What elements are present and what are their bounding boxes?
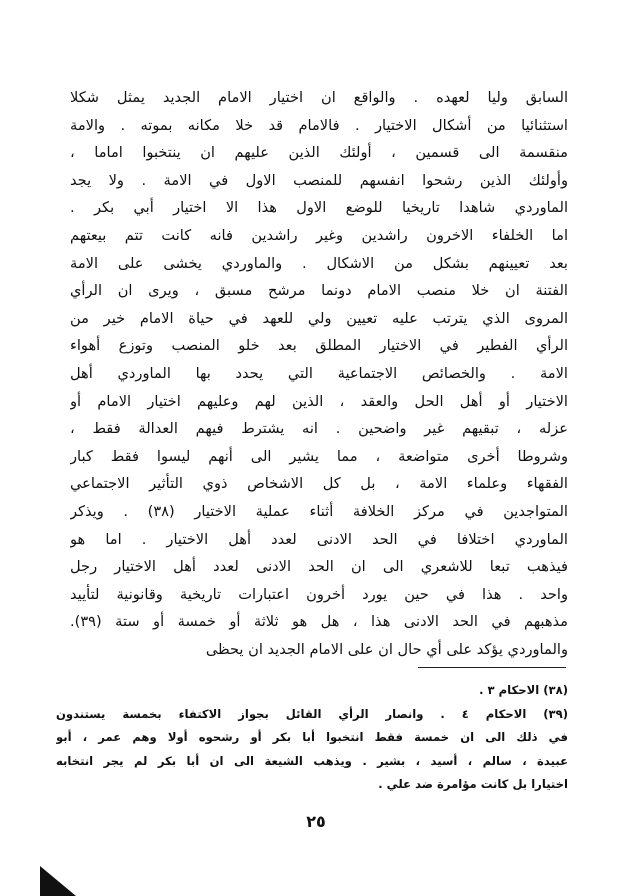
body-line: مذهبهم في الحد الادنى هذا ، هل هو ثلاثة أو خمسة أو ستة (٣٩). (70, 613, 568, 631)
footnote-line: عبيدة ، سالم ، أسيد ، بشير . ويذهب الشيعة الى ان أبا بكر لم يجر انتخابه (56, 753, 568, 768)
body-line: الرأي الفطير في الاختيار المطلق بعد خلو المنصب وتوزع أهواء (70, 337, 568, 355)
body-line: الفتنة ان خلا منصب الامام دونما مرشح مسبق ، ويرى ان الرأي (70, 282, 568, 300)
body-line: وأولئك الذين رشحوا انفسهم للمنصب الاول في الامة . ولا يجد (70, 171, 568, 189)
body-line: وشروطا أخرى متواضعة ، مما يشير الى أنهم ليسوا فقط كبار (70, 447, 568, 465)
body-line: الماوردي اختلافا في الحد الادنى لعدد أهل الاختيار . اما هو (70, 530, 568, 548)
footnotes (56, 679, 568, 797)
footnote-line: (٣٨) الاحكام ٣ . (479, 683, 568, 697)
body-line: فيذهب تبعا للاشعري الى ان الحد الادنى لعدد أهل الاختيار رجل (70, 558, 568, 576)
footnote-line: في ذلك الى ان خمسة فقط انتخبوا أبا بكر أو رشحوه أولا وهم عمر ، أبو (56, 730, 568, 744)
body-line: السابق وليا لعهده . والواقع ان اختيار الامام الجديد يمثل شكلا (70, 89, 568, 106)
body-line: استثنائيا من أشكال الاختيار . فالامام قد خلا مكانه بموته . والامة (70, 116, 568, 134)
footnote-line: اختيارا بل كانت مؤامرة ضد علي . (378, 777, 568, 791)
page-number: ٢٥ (306, 812, 326, 831)
body-line: منقسمة الى قسمين ، أولئك الذين عليهم ان ينتخبوا اماما ، (70, 144, 568, 162)
body-line: الامة . والخصائص الاجتماعية التي يحدد بها الماوردي أهل (70, 364, 568, 382)
body-line: عزله ، تبقيهم غير واضحين . انه يشترط فيهم العدالة فقط ، (70, 420, 568, 438)
body-text (70, 84, 568, 663)
body-line: والماوردي يؤكد على أي حال ان على الامام الجديد ان يحظى (205, 640, 568, 658)
body-line: المتواجدين في مركز الخلافة أثناء عملية الاختيار (٣٨) . ويذكر (70, 502, 568, 520)
body-line: الاختيار أو أهل الحل والعقد ، الذين لهم وعليهم اختيار الامام أو (70, 392, 568, 410)
body-line: المروى الذي يترتب عليه تعيين ولي للعهد في حياة الامام خير من (70, 309, 568, 327)
body-line: بعد تعيينهم بشكل من الاشكال . والماوردي يخشى على الامة (70, 254, 568, 272)
body-line: الماوردي شاهدا تاريخيا للوضع الاول هذا الا اختيار أبي بكر . (70, 199, 568, 217)
body-line: الفقهاء وعلماء الامة ، بل كل الاشخاص ذوي التأثير الاجتماعي (70, 475, 568, 493)
body-line: اما الخلفاء الاخرون راشدين وغير راشدين فانه كانت تتم بيعتهم (70, 226, 568, 244)
page-corner-mark (40, 866, 76, 896)
footnote-divider (418, 667, 566, 668)
body-line: واحد . هذا في حين يورد أخرون اعتبارات تاريخية وقانونية لتأييد (70, 585, 568, 603)
footnote-line: (٣٩) الاحكام ٤ . وانصار الرأي القائل بجواز الاكتفاء بخمسة يستندون (56, 706, 568, 721)
